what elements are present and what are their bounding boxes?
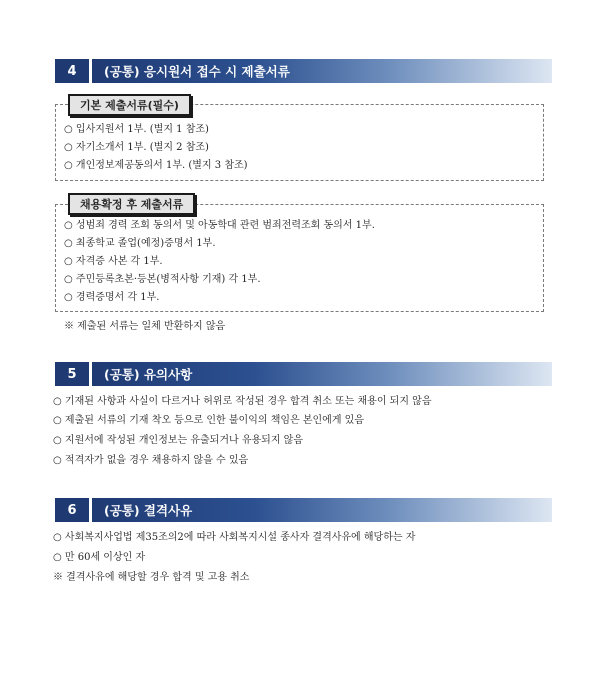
disqualification-item: ○ 만 60세 이상인 자: [53, 552, 146, 563]
basic-document-item: ○ 개인정보제공동의서 1부. (별지 3 참조): [64, 160, 248, 171]
after-hire-document-item: ○ 성범죄 경력 조회 동의서 및 아동학대 관련 범죄전력조회 동의서 1부.: [64, 220, 375, 231]
section-4-header: [55, 59, 552, 83]
caution-item: ○ 지원서에 작성된 개인정보는 유출되거나 유용되지 않음: [53, 435, 303, 446]
section-5-title: (공통) 유의사항: [92, 362, 552, 386]
section-6-header: [55, 498, 552, 522]
basic-documents-label: 기본 제출서류(필수): [68, 94, 191, 116]
section-6-number: 6: [55, 498, 89, 522]
caution-item: ○ 기재된 사항과 사실이 다르거나 허위로 작성된 경우 합격 취소 또는 채용이 되지 않음: [53, 396, 432, 407]
basic-document-item: ○ 입사지원서 1부. (별지 1 참조): [64, 124, 209, 135]
section-5-number: 5: [55, 362, 89, 386]
after-hire-document-item: ○ 자격증 사본 각 1부.: [64, 256, 163, 267]
disqualification-item: ○ 사회복지사업법 제35조의2에 따라 사회복지시설 종사자 결격사유에 해당하는 자: [53, 532, 416, 543]
section-6-title: (공통) 결격사유: [92, 498, 552, 522]
after-hire-document-item: ○ 최종학교 졸업(예정)증명서 1부.: [64, 238, 216, 249]
after-hire-document-item: ○ 경력증명서 각 1부.: [64, 292, 160, 303]
caution-item: ○ 적격자가 없을 경우 채용하지 않을 수 있음: [53, 455, 249, 466]
caution-item: ○ 제출된 서류의 기재 착오 등으로 인한 불이익의 책임은 본인에게 있음: [53, 415, 364, 426]
basic-document-item: ○ 자기소개서 1부. (별지 2 참조): [64, 142, 209, 153]
after-hire-document-item: ○ 주민등록초본·등본(병적사항 기재) 각 1부.: [64, 274, 261, 285]
section-4-note: ※ 제출된 서류는 일체 반환하지 않음: [64, 321, 226, 332]
section-5-header: [55, 362, 552, 386]
section-4-number: 4: [55, 59, 89, 83]
disqualification-note: ※ 결격사유에 해당할 경우 합격 및 고용 취소: [53, 572, 250, 583]
after-hire-documents-label: 채용확정 후 제출서류: [68, 193, 195, 215]
section-4-title: (공통) 응시원서 접수 시 제출서류: [92, 59, 552, 83]
